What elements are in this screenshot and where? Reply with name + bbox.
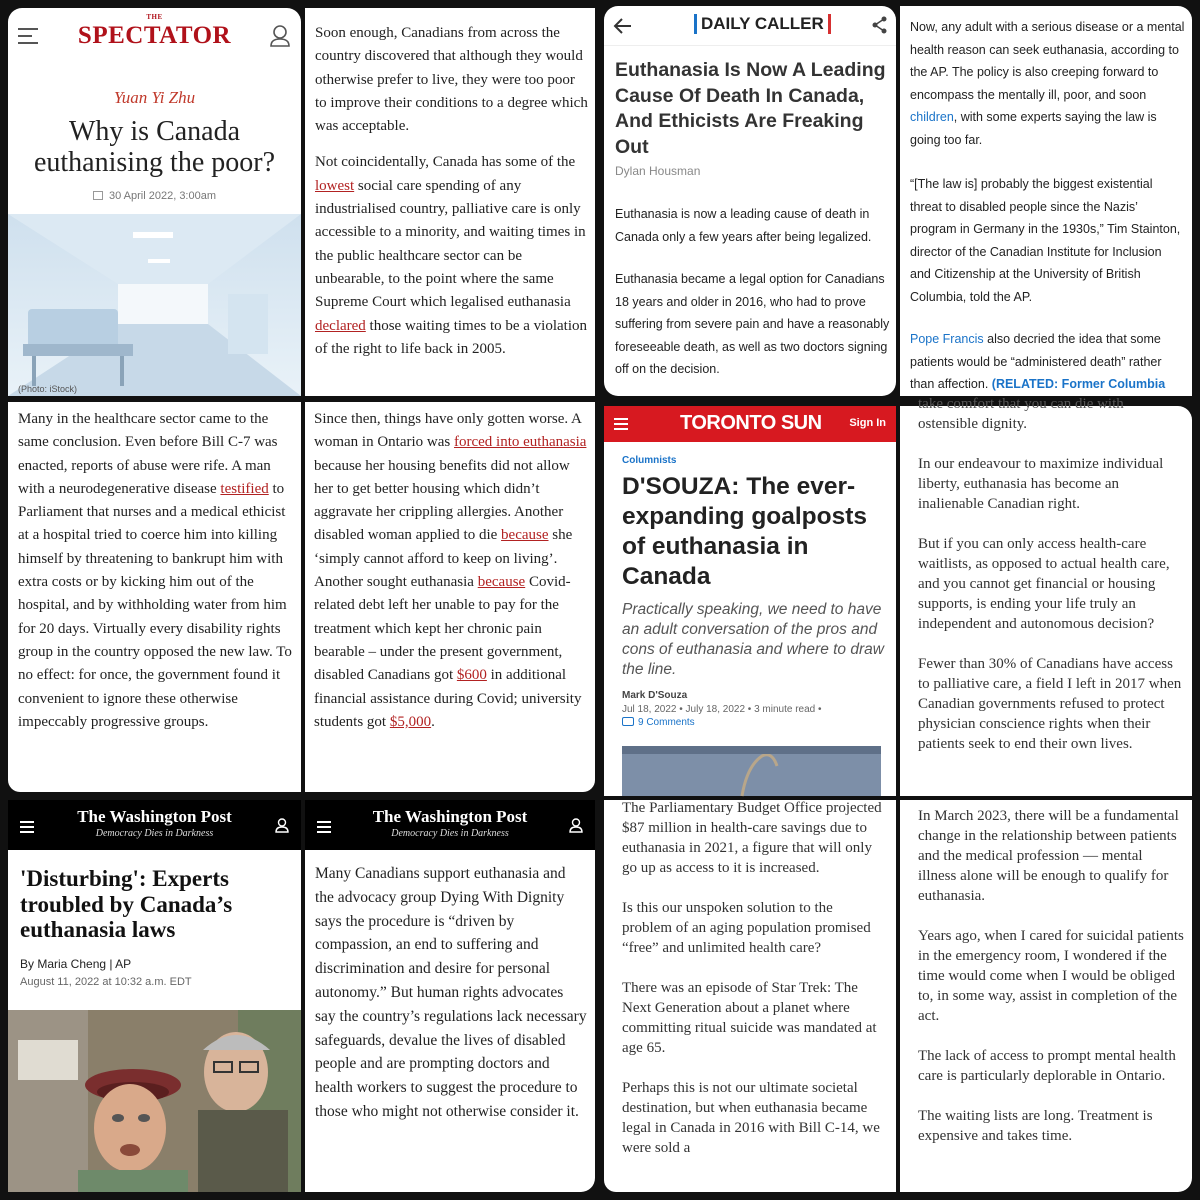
torontosun-header-panel	[604, 406, 896, 796]
torontosun-text-panel-4	[900, 800, 1192, 1192]
declared-link[interactable]: declared	[315, 317, 366, 334]
article-photo	[8, 1010, 301, 1192]
article-body	[622, 798, 886, 1158]
photo-credit: (Photo: iStock)	[18, 384, 78, 394]
5000-link[interactable]: $5,000	[389, 713, 432, 730]
article-author[interactable]: Mark D'Souza	[622, 690, 688, 701]
dailycaller-header-panel	[604, 6, 896, 396]
paragraph: Euthanasia is now a leading cause of death in Canada only a few years after being legalized.	[615, 207, 872, 244]
wapo-header-panel	[8, 800, 301, 1192]
comments-link[interactable]: 9 Comments	[622, 717, 695, 728]
spectator-text-panel-4	[305, 402, 595, 792]
paragraph: Euthanasia became a legal option for Canadians 18 years and older in 2016, who had to prove suffering from severe pain and have a reasonably foreseeable death, as well as two doctors signing off on the decision.	[615, 272, 890, 376]
paragraph: The waiting lists are long. Treatment is expensive and takes time.	[918, 1108, 1153, 1144]
torontosun-text-panel-2	[900, 396, 1192, 796]
because-link-2[interactable]: because	[477, 574, 526, 591]
category-label[interactable]: Columnists	[622, 455, 677, 466]
wapo-tagline: Democracy Dies in Darkness	[391, 828, 509, 839]
wapo-header	[305, 800, 595, 850]
user-icon[interactable]	[269, 24, 291, 48]
spectator-logo-the: THE	[146, 13, 163, 21]
article-body	[315, 22, 590, 361]
torontosun-text-panel-3	[604, 800, 896, 1192]
comment-icon	[622, 717, 634, 726]
paragraph: Now, any adult with a serious disease or a mental health reason can seek euthanasia, according to the AP. The policy is also creeping forward to encompass the mentally ill, poor, and soon children, with some experts saying the law is going too far.	[910, 20, 1185, 147]
article-title: Why is Canada euthanising the poor?	[33, 116, 276, 178]
paragraph: The Parliamentary Budget Office projected $87 million in health-care savings due to euthanasia in 2021, a figure that will only go up as access to it is increased.	[622, 800, 882, 876]
paragraph: Is this our unspoken solution to the problem of an aging population promised “free” and unlimited health care?	[622, 900, 871, 956]
paragraph: In our endeavour to maximize individual liberty, euthanasia has become an inalienable Canadian right.	[918, 456, 1164, 512]
calendar-icon	[93, 191, 103, 200]
paragraph: Soon enough, Canadians from across the country discovered that although they would otherwise prefer to live, they were too poor to improve their conditions to a degree which was acceptable.	[315, 25, 588, 135]
menu-icon[interactable]	[614, 418, 630, 430]
wapo-tagline: Democracy Dies in Darkness	[95, 828, 214, 839]
article-byline[interactable]: By Maria Cheng | AP	[20, 957, 132, 971]
wapo-logo[interactable]: The Washington Post	[372, 807, 528, 826]
wapo-header	[8, 800, 301, 850]
spectator-header	[8, 8, 301, 68]
wapo-text-panel	[305, 800, 595, 1192]
dailycaller-header	[604, 6, 896, 46]
paragraph: “[The law is] probably the biggest existential threat to disabled people since the Nazis’ program in Germany in the 1930s,” Tim Stainton, director of the Canadian Institute for Inclusion and Citizenship at the University of British Columbia, told the AP.	[910, 177, 1181, 304]
article-subtitle: Practically speaking, we need to have an adult conversation of the pros and cons of euthanasia and where to draw the line.	[622, 601, 884, 678]
paragraph: In March 2023, there will be a fundamental change in the relationship between patients and the medical profession — mental illness alone will be enough to qualify for euthanasia.	[918, 808, 1179, 904]
article-title: D'SOUZA: The ever-expanding goalposts of euthanasia in Canada	[622, 473, 868, 590]
article-body	[918, 414, 1184, 754]
children-link[interactable]: children	[910, 110, 954, 124]
share-icon[interactable]	[872, 16, 888, 34]
spectator-header-panel	[8, 8, 301, 396]
article-body	[918, 806, 1184, 1146]
paragraph: ostensible dignity.	[918, 416, 1028, 432]
article-body: Since then, things have only gotten worse. A woman in Ontario was forced into euthanasia because her housing benefits did not allow her to get better housing which didn’t aggravate her crippling allergies. Another disabled woman applied to die because she ‘simply cannot afford to keep on living’. Another sought euthanasia because Covid-related debt left her unable to pay for the treatment which kept her chronic pain bearable – under the present government, disabled Canadians got $600 in additional financial assistance during Covid; university students got $5,000.	[314, 411, 587, 730]
article-body: Many in the healthcare sector came to the same conclusion. Even before Bill C-7 was enacted, reports of abuse were rife. A man with a neurodegenerative disease testified to Parliament that nurses and a medical ethicist at a hospital tried to coerce him into killing himself by threatening to bankrupt him with extra costs or by kicking him out of the hospital, and by withholding water from him for 20 days. Virtually every disability rights group in the country opposed the new law. To no effect: for once, the government found it convenient to ignore these otherwise impeccably progressive groups.	[18, 411, 292, 730]
forced-link[interactable]: forced into euthanasia	[453, 434, 587, 451]
paragraph: There was an episode of Star Trek: The Next Generation about a planet where committing ritual suicide was mandated at age 65.	[622, 980, 877, 1056]
spectator-text-panel-3	[8, 402, 301, 792]
article-meta: Jul 18, 2022 • July 18, 2022 • 3 minute read •	[622, 704, 822, 715]
600-link[interactable]: $600	[456, 667, 487, 684]
because-link-1[interactable]: because	[501, 527, 549, 544]
spectator-logo[interactable]: THE SPECTATOR	[8, 22, 301, 50]
hospital-corridor-photo	[8, 214, 301, 396]
menu-icon[interactable]	[20, 821, 36, 831]
article-date: August 11, 2022 at 10:32 a.m. EDT	[20, 976, 192, 988]
paragraph: Years ago, when I cared for suicidal patients in the emergency room, I wondered if the time would come when I would be obliged to, in some way, assist in completion of the act.	[918, 928, 1184, 1024]
back-arrow-icon[interactable]	[614, 18, 632, 34]
spectator-text-panel-2	[305, 8, 595, 396]
wapo-logo[interactable]: The Washington Post	[77, 807, 232, 826]
article-author[interactable]: Dylan Housman	[615, 164, 701, 178]
paragraph: Pope Francis also decried the idea that some patients would be “administered death” rather than affection. (RELATED: Former Columbia	[910, 332, 1166, 391]
torontosun-header	[604, 406, 896, 442]
menu-icon[interactable]	[317, 821, 333, 831]
paragraph: Not coincidentally, Canada has some of the lowest social care spending of any industrialised country, palliative care is only accessible to a minority, and waiting times in the public healthcare sector can be unbearable, to the point where the same Supreme Court which legalised euthanasia declared those waiting times to be a violation of the right to life back in 2005.	[315, 154, 588, 357]
related-link[interactable]: (RELATED: Former Columbia	[991, 377, 1166, 391]
clipped-line: take comfort that you can die with	[918, 396, 1124, 412]
article-photo	[622, 746, 881, 796]
article-author[interactable]: Yuan Yi Zhu	[113, 88, 196, 107]
article-title: 'Disturbing': Experts troubled by Canada’s euthanasia laws	[20, 866, 233, 942]
torontosun-logo[interactable]: TORONTO SUN	[680, 412, 822, 434]
sign-in-button[interactable]: Sign In	[849, 417, 886, 429]
article-date: 30 April 2022, 3:00am	[8, 190, 301, 202]
paragraph: The lack of access to prompt mental health care is particularly deplorable in Ontario.	[918, 1048, 1176, 1084]
article-body: Many Canadians support euthanasia and the advocacy group Dying With Dignity says the procedure is “driven by compassion, an end to suffering and discrimination and desire for personal autonomy.” But human rights advocates say the country’s regulations lack necessary safeguards, devalue the lives of disabled people and are prompting doctors and health workers to suggest the procedure to those who might not otherwise consider it.	[315, 865, 587, 1120]
testified-link[interactable]: testified	[220, 480, 269, 497]
user-icon[interactable]	[275, 818, 289, 833]
lowest-link[interactable]: lowest	[315, 177, 355, 194]
paragraph: Perhaps this is not our ultimate societal destination, but when euthanasia became legal in Canada in 2016 with Bill C-14, we were sold a	[622, 1080, 880, 1156]
pope-francis-link[interactable]: Pope Francis	[910, 332, 984, 346]
user-icon[interactable]	[569, 818, 583, 833]
dailycaller-text-panel	[900, 6, 1192, 396]
article-title: Euthanasia Is Now A Leading Cause Of Death In Canada, And Ethicists Are Freaking Out	[615, 59, 886, 158]
dailycaller-logo[interactable]: DAILY CALLER	[694, 14, 831, 34]
paragraph: But if you can only access health-care waitlists, as opposed to actual health care, and you cannot get financial or housing supports, is ending your life truly an independent and autonomous decision?	[918, 536, 1170, 632]
paragraph: Fewer than 30% of Canadians have access to palliative care, a field I left in 2017 when Canadian governments refused to protect physician conscience rights when their patients seek to end their own lives.	[918, 656, 1182, 752]
